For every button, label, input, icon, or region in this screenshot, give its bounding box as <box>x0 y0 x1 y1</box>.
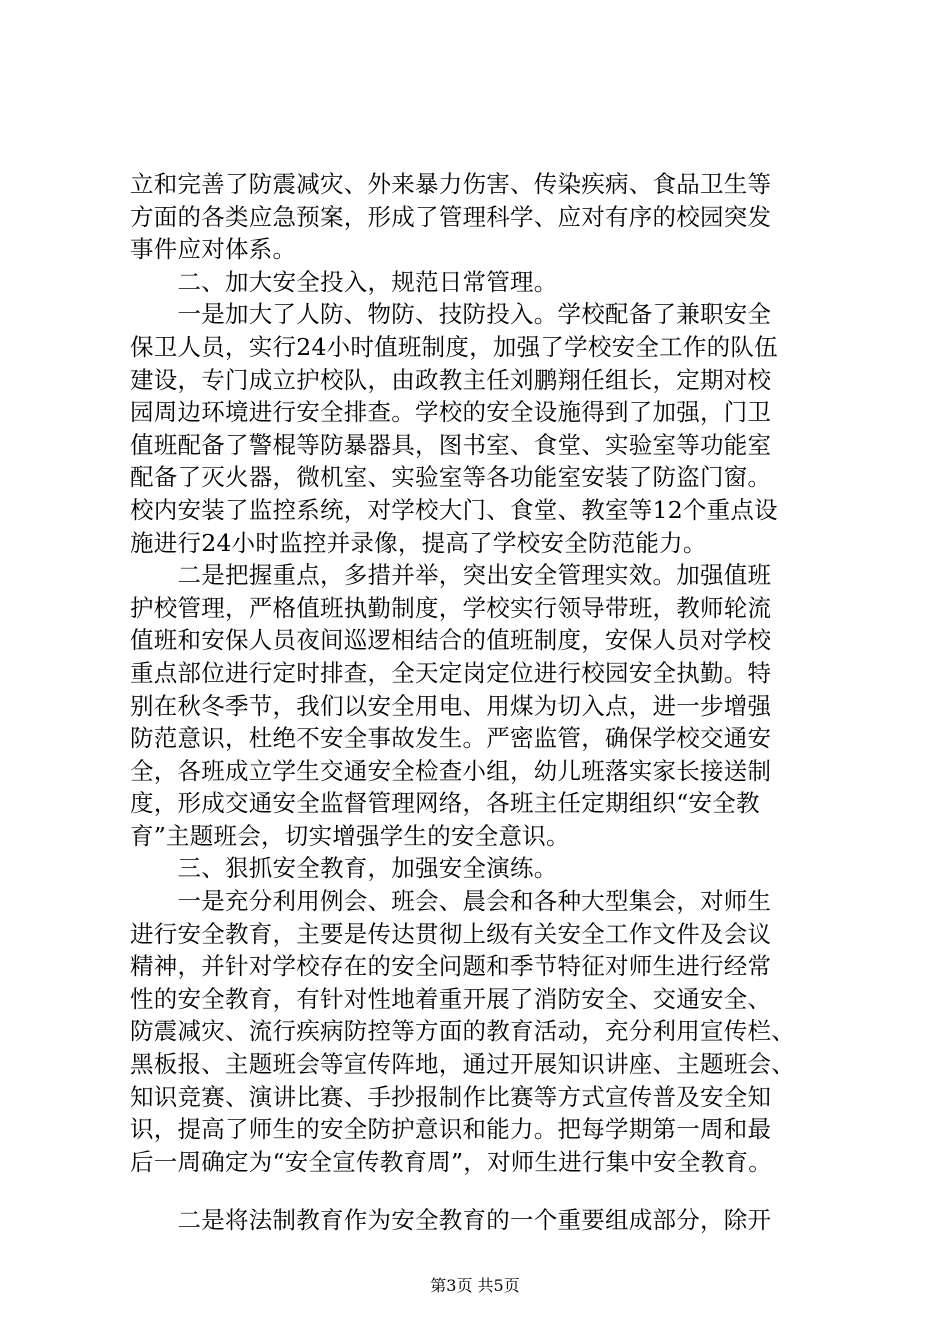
section-heading: 三、狠抓安全教育，加强安全演练。 <box>130 854 558 883</box>
text-line: 保卫人员，实行24小时值班制度，加强了学校安全工作的队伍 <box>130 332 778 361</box>
text-line: 二是把握重点，多措并举，突出安全管理实效。加强值班 <box>130 561 772 590</box>
text-line: 立和完善了防震减灾、外来暴力伤害、传染疾病、食品卫生等 <box>130 170 772 198</box>
text-line: 精神，并针对学校存在的安全问题和季节特征对师生进行经常 <box>130 952 772 981</box>
section-heading: 二、加大安全投入，规范日常管理。 <box>130 267 558 296</box>
text-line: 护校管理，严格值班执勤制度，学校实行领导带班，教师轮流 <box>130 593 772 622</box>
text-line: 防范意识，杜绝不安全事故发生。严密监管，确保学校交通安 <box>130 724 772 753</box>
text-line: 一是充分利用例会、班会、晨会和各种大型集会，对师生 <box>130 887 772 916</box>
text-line: 事件应对体系。 <box>130 235 297 264</box>
text-line: 建设，专门成立护校队，由政教主任刘鹏翔任组长，定期对校 <box>130 365 772 394</box>
text-line: 黑板报、主题班会等宣传阵地，通过开展知识讲座、主题班会、 <box>130 1050 795 1079</box>
text-line: 值班配备了警棍等防暴器具，图书室、食堂、实验室等功能室 <box>130 430 772 459</box>
text-line: 校内安装了监控系统，对学校大门、食堂、教室等12个重点设 <box>130 495 778 524</box>
text-line: 重点部位进行定时排查，全天定岗定位进行校园安全执勤。特 <box>130 658 772 687</box>
text-line: 园周边环境进行安全排查。学校的安全设施得到了加强，门卫 <box>130 398 772 427</box>
text-line: 性的安全教育，有针对性地着重开展了消防安全、交通安全、 <box>130 984 772 1013</box>
text-line: 配备了灭火器，微机室、实验室等各功能室安装了防盗门窗。 <box>130 463 772 492</box>
text-line: 度，形成交通安全监督管理网络，各班主任定期组织“安全教 <box>130 789 760 818</box>
text-line: 育”主题班会，切实增强学生的安全意识。 <box>130 821 570 850</box>
text-line: 值班和安保人员夜间巡逻相结合的值班制度，安保人员对学校 <box>130 626 772 655</box>
text-line: 二是将法制教育作为安全教育的一个重要组成部分，除开 <box>130 1206 772 1235</box>
text-line: 别在秋冬季节，我们以安全用电、用煤为切入点，进一步增强 <box>130 691 772 720</box>
text-line: 防震减灾、流行疾病防控等方面的教育活动，充分利用宣传栏、 <box>130 1017 795 1046</box>
text-line: 知识竞赛、演讲比赛、手抄报制作比赛等方式宣传普及安全知 <box>130 1082 772 1111</box>
text-line: 全，各班成立学生交通安全检查小组，幼儿班落实家长接送制 <box>130 756 772 785</box>
text-line: 方面的各类应急预案，形成了管理科学、应对有序的校园突发 <box>130 202 772 231</box>
text-line: 施进行24小时监控并录像，提高了学校安全防范能力。 <box>130 528 707 557</box>
body-text <box>130 168 845 1237</box>
paragraph-gap <box>130 1178 845 1204</box>
page-number: 第3页 共5页 <box>430 1276 520 1295</box>
text-line: 进行安全教育，主要是传达贯彻上级有关安全工作文件及会议 <box>130 919 772 948</box>
text-line: 一是加大了人防、物防、技防投入。学校配备了兼职安全 <box>130 300 772 329</box>
text-line: 识，提高了师生的安全防护意识和能力。把每学期第一周和最 <box>130 1115 772 1144</box>
text-line: 后一周确定为“安全宣传教育周”，对师生进行集中安全教育。 <box>130 1147 773 1176</box>
